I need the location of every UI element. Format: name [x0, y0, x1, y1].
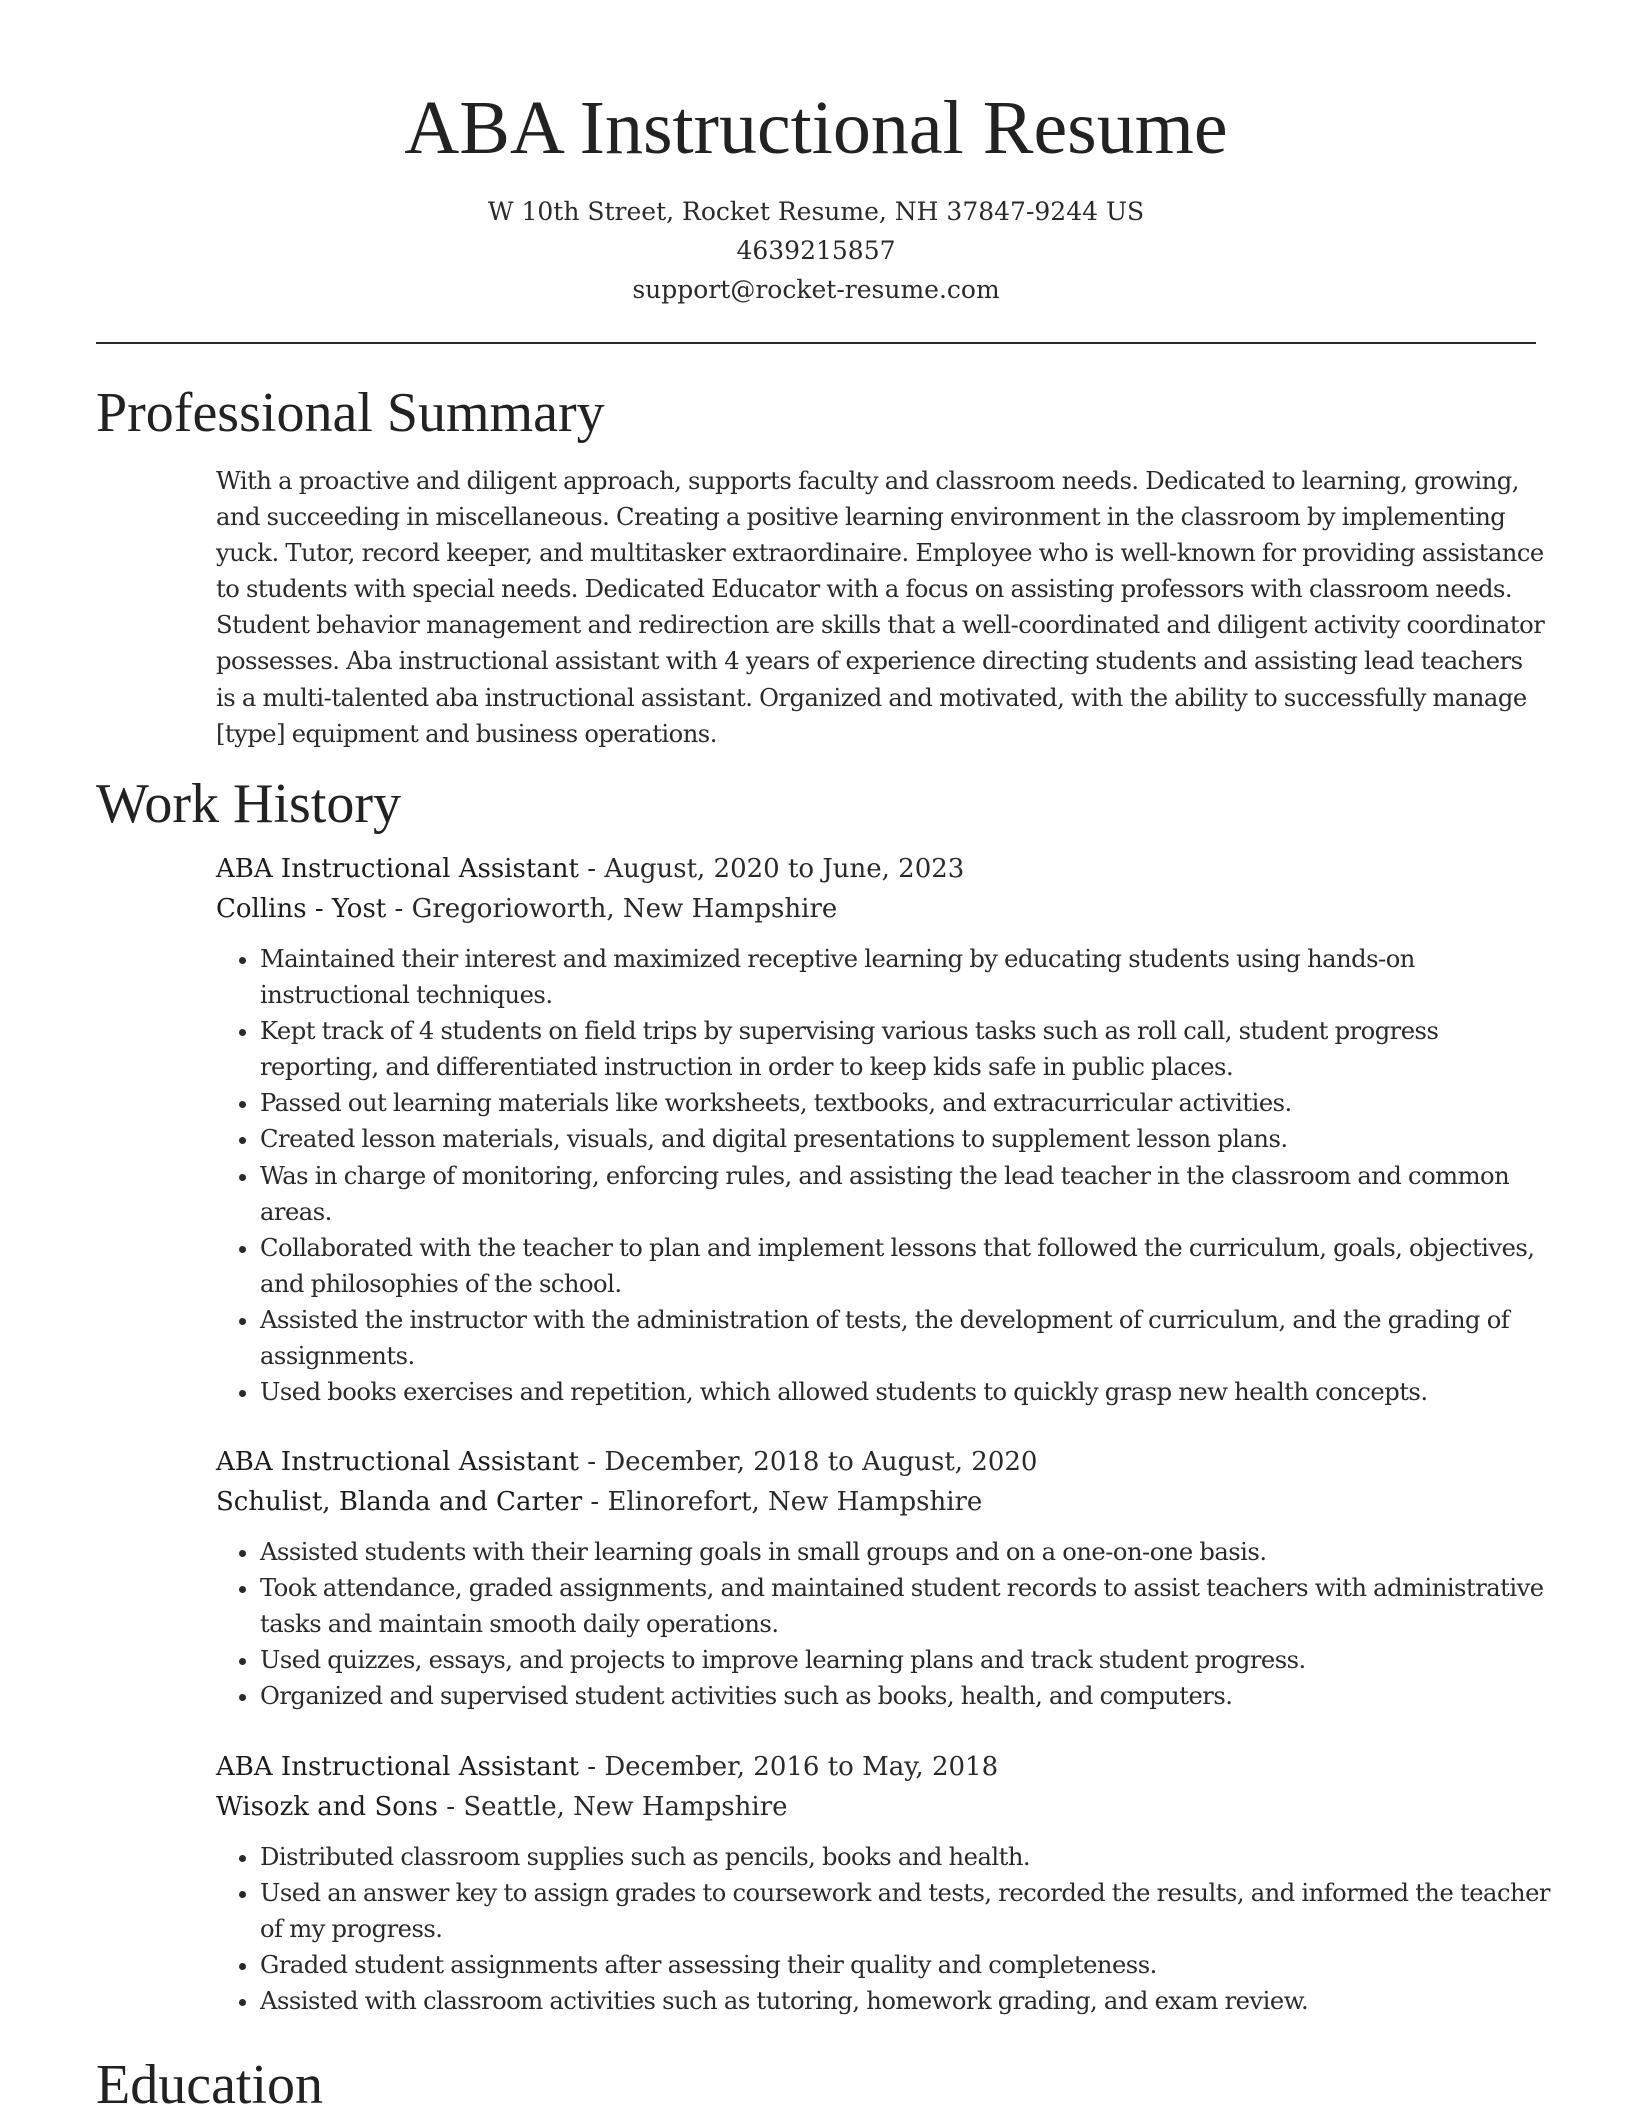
job-bullets — [216, 1839, 1556, 2019]
job-bullets — [216, 1534, 1556, 1714]
header-divider — [96, 342, 1536, 344]
job-title: ABA Instructional Assistant — [216, 1447, 579, 1477]
contact-phone: 4639215857 — [736, 236, 896, 265]
section-heading-summary: Professional Summary — [96, 382, 605, 444]
job-title-line: ABA Instructional Assistant - August, 2020 to June, 2023 — [216, 854, 965, 884]
job-dates: August, 2020 to June, 2023 — [604, 854, 965, 884]
job-title: ABA Instructional Assistant — [216, 1752, 579, 1782]
section-heading-work-history: Work History — [96, 773, 402, 835]
job-bullet: • Assisted with classroom activities such as tutoring, homework grading, and exam review. — [260, 1983, 1556, 2019]
job-company-line: Schulist, Blanda and Carter - Elinorefort, New Hampshire — [216, 1487, 983, 1517]
contact-address: W 10th Street, Rocket Resume, NH 37847-9244 US — [487, 197, 1145, 226]
job-bullet: • Maintained their interest and maximized receptive learning by educating students using hands-on instructional techniques. — [260, 941, 1556, 1013]
job-dates: December, 2018 to August, 2020 — [604, 1447, 1038, 1477]
job-bullet: • Distributed classroom supplies such as pencils, books and health. — [260, 1839, 1556, 1875]
job-company: Schulist, Blanda and Carter — [216, 1487, 583, 1517]
job-title-line: ABA Instructional Assistant - December, 2018 to August, 2020 — [216, 1447, 1038, 1477]
job-title: ABA Instructional Assistant — [216, 854, 579, 884]
job-title-line: ABA Instructional Assistant - December, 2016 to May, 2018 — [216, 1752, 999, 1782]
job-bullet: • Used books exercises and repetition, which allowed students to quickly grasp new health concepts. — [260, 1374, 1556, 1410]
contact-block — [0, 192, 1632, 309]
job-bullet: • Assisted the instructor with the administration of tests, the development of curriculum, and the grading of assignments. — [260, 1302, 1556, 1374]
job-entry — [216, 849, 1556, 1410]
job-company-line: Wisozk and Sons - Seattle, New Hampshire — [216, 1792, 788, 1822]
job-bullet: • Passed out learning materials like worksheets, textbooks, and extracurricular activities. — [260, 1085, 1556, 1121]
summary-paragraph: With a proactive and diligent approach, supports faculty and classroom needs. Dedicated to learning, growing, and succeeding in miscellaneous. Creating a positive learning environment in the classroom by implementing yuck. Tutor, record keeper, and multitasker extraordinaire. Employee who is well-known for providing assistance to students with special needs. Dedicated Educator with a focus on assisting professors with classroom needs. Student behavior management and redirection are skills that a well-coordinated and diligent activity coordinator possesses. Aba instructional assistant with 4 years of experience directing students and assisting lead teachers is a multi-talented aba instructional assistant. Organized and motivated, with the ability to successfully manage [type] equipment and business operations. — [216, 467, 1545, 748]
job-bullet: • Organized and supervised student activities such as books, health, and computers. — [260, 1678, 1556, 1714]
job-bullet: • Collaborated with the teacher to plan and implement lessons that followed the curriculum, goals, objectives, and philosophies of the school. — [260, 1230, 1556, 1302]
job-bullet: • Assisted students with their learning goals in small groups and on a one-on-one basis. — [260, 1534, 1556, 1570]
job-location: Elinorefort, New Hampshire — [607, 1487, 983, 1517]
contact-email: support@rocket-resume.com — [632, 275, 1000, 304]
job-entry — [216, 1442, 1556, 1714]
job-bullets — [216, 941, 1556, 1410]
job-bullet: • Used quizzes, essays, and projects to improve learning plans and track student progress. — [260, 1642, 1556, 1678]
section-heading-education: Education — [96, 2054, 324, 2116]
resume-title: ABA Instructional Resume — [404, 86, 1228, 170]
job-bullet: • Used an answer key to assign grades to coursework and tests, recorded the results, and informed the teacher of my progress. — [260, 1875, 1556, 1947]
job-bullet: • Took attendance, graded assignments, and maintained student records to assist teachers with administrative tasks and maintain smooth daily operations. — [260, 1570, 1556, 1642]
job-company-line: Collins - Yost - Gregorioworth, New Hampshire — [216, 894, 838, 924]
job-location: Seattle, New Hampshire — [463, 1792, 788, 1822]
job-bullet: • Was in charge of monitoring, enforcing rules, and assisting the lead teacher in the classroom and common areas. — [260, 1158, 1556, 1230]
job-company: Collins - Yost — [216, 894, 387, 924]
job-bullet: • Created lesson materials, visuals, and digital presentations to supplement lesson plans. — [260, 1121, 1556, 1157]
job-location: Gregorioworth, New Hampshire — [411, 894, 838, 924]
job-entry — [216, 1747, 1556, 2019]
job-bullet: • Kept track of 4 students on field trips by supervising various tasks such as roll call, student progress reporting, and differentiated instruction in order to keep kids safe in public places. — [260, 1013, 1556, 1085]
job-company: Wisozk and Sons — [216, 1792, 439, 1822]
job-dates: December, 2016 to May, 2018 — [604, 1752, 999, 1782]
job-bullet: • Graded student assignments after assessing their quality and completeness. — [260, 1947, 1556, 1983]
